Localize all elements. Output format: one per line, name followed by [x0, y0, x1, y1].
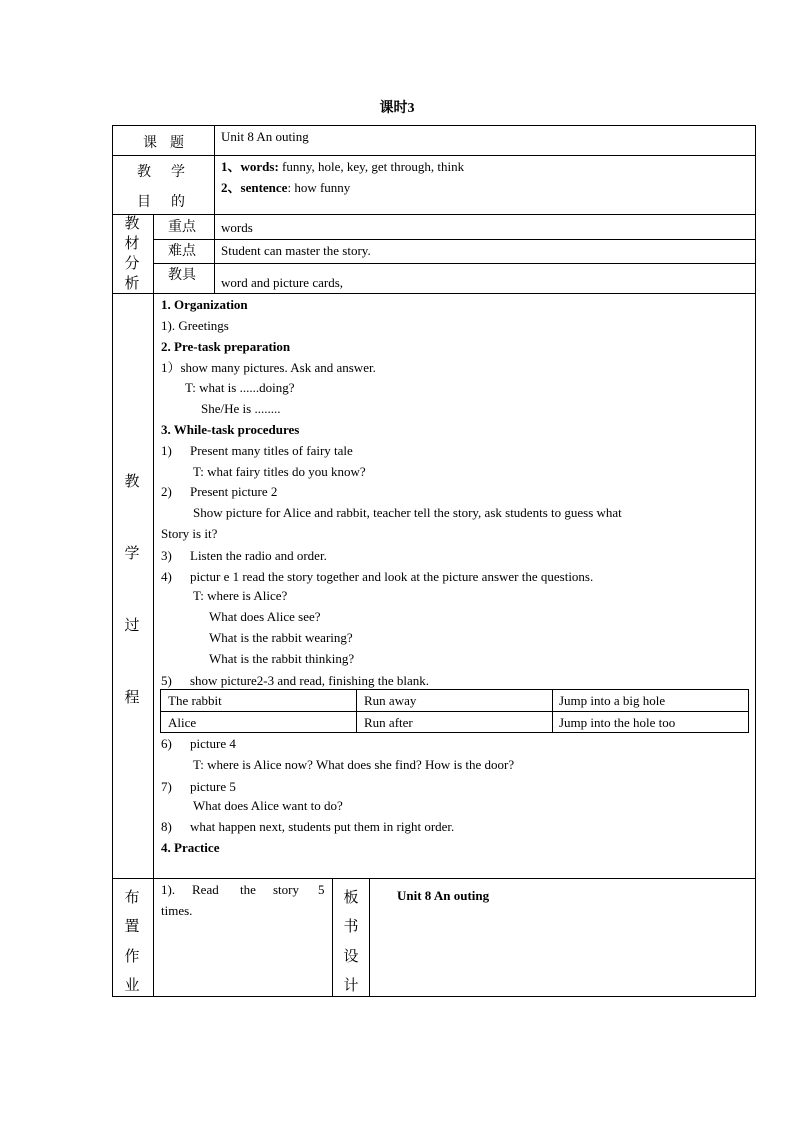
- board-vertical-4: 计: [343, 976, 359, 994]
- step-4-question-2: What does Alice see?: [209, 609, 321, 624]
- section-organization: 1. Organization: [161, 297, 248, 312]
- difficulty-value: Student can master the story.: [221, 243, 371, 258]
- course-title: Unit 8 An outing: [221, 129, 309, 144]
- board-content: Unit 8 An outing: [397, 888, 490, 903]
- table-cell: The rabbit: [168, 693, 222, 708]
- story-table-column-divider: [356, 689, 357, 733]
- homework-vertical-2: 置: [124, 917, 140, 935]
- table-cell: Alice: [168, 715, 197, 730]
- sentence-number: 2、: [221, 180, 241, 195]
- board-vertical-1: 板: [343, 888, 359, 906]
- step-4-question-1: T: where is Alice?: [193, 588, 288, 603]
- process-vertical-1: 教: [124, 472, 140, 490]
- homework-vertical-4: 业: [124, 976, 140, 994]
- words-number: 1、: [221, 159, 241, 174]
- sentence-key: sentence: [240, 180, 288, 195]
- table-cell: Run after: [364, 715, 413, 730]
- step-4-number: 4): [161, 569, 172, 584]
- section-practice: 4. Practice: [161, 840, 220, 855]
- step-7: picture 5: [190, 779, 236, 794]
- objective-label-3: 目: [137, 194, 151, 210]
- page-title: 课时3: [379, 101, 415, 116]
- step-8-number: 8): [161, 819, 172, 834]
- homework-vertical-1: 布: [124, 888, 140, 906]
- row-divider: [112, 293, 756, 294]
- pretask-step-1: 1）show many pictures. Ask and answer.: [161, 360, 376, 375]
- process-vertical-3: 过: [124, 616, 140, 634]
- objective-words: [221, 158, 464, 176]
- step-1: Present many titles of fairy tale: [190, 443, 353, 458]
- step-7-number: 7): [161, 779, 172, 794]
- objective-label-2: 学: [171, 164, 185, 180]
- process-vertical-2: 学: [124, 544, 140, 562]
- step-4: pictur e 1 read the story together and look at the picture answer the questions.: [190, 569, 594, 584]
- key-point-value: words: [221, 220, 253, 235]
- column-divider: [153, 214, 154, 997]
- step-1-number: 1): [161, 443, 172, 458]
- process-vertical-4: 程: [124, 688, 140, 706]
- objective-sentence: [221, 179, 350, 197]
- step-6: picture 4: [190, 736, 236, 751]
- homework-vertical-3: 作: [124, 947, 140, 965]
- row-divider: [112, 214, 756, 215]
- step-6-questions: T: where is Alice now? What does she find? How is the door?: [193, 757, 515, 772]
- table-cell: Jump into the hole too: [559, 715, 676, 730]
- section-whiletask: 3. While-task procedures: [161, 422, 300, 437]
- row-divider: [112, 155, 756, 156]
- homework-word: 5: [318, 882, 325, 897]
- homework-line-2: times.: [161, 903, 193, 918]
- step-8: what happen next, students put them in right order.: [190, 819, 455, 834]
- pretask-teacher-question: T: what is ......doing?: [185, 380, 295, 395]
- homework-word: 1).: [161, 882, 176, 897]
- column-divider: [369, 878, 370, 997]
- difficulty-label: 难点: [168, 243, 196, 259]
- board-vertical-2: 书: [343, 917, 359, 935]
- story-table-column-divider: [552, 689, 553, 733]
- column-divider: [214, 125, 215, 293]
- row-divider: [153, 263, 756, 264]
- words-key: words:: [240, 159, 279, 174]
- teaching-aids-label: 教具: [168, 267, 196, 283]
- step-7-question: What does Alice want to do?: [193, 798, 343, 813]
- step-5: show picture2-3 and read, finishing the blank.: [190, 673, 429, 688]
- pretask-answer: She/He is ........: [201, 401, 281, 416]
- step-3-number: 3): [161, 548, 172, 563]
- sentence-value: : how funny: [287, 180, 351, 195]
- step-1-teacher-question: T: what fairy titles do you know?: [193, 464, 366, 479]
- step-3: Listen the radio and order.: [190, 548, 327, 563]
- board-vertical-3: 设: [343, 947, 359, 965]
- step-5-number: 5): [161, 673, 172, 688]
- step-2-description: Show picture for Alice and rabbit, teacher tell the story, ask students to guess what: [193, 505, 622, 520]
- course-label-2: 题: [170, 135, 184, 151]
- analysis-vertical-1: 教: [124, 214, 140, 232]
- greetings: 1). Greetings: [161, 318, 229, 333]
- column-divider: [332, 878, 333, 997]
- key-point-label: 重点: [168, 219, 196, 235]
- analysis-vertical-4: 析: [124, 274, 140, 292]
- step-2-description-cont: Story is it?: [161, 526, 218, 541]
- homework-word: story: [273, 882, 299, 897]
- objective-label-1: 教: [137, 164, 151, 180]
- row-divider: [112, 878, 756, 879]
- step-6-number: 6): [161, 736, 172, 751]
- row-divider: [153, 239, 756, 240]
- analysis-vertical-2: 材: [124, 234, 140, 252]
- step-2: Present picture 2: [190, 484, 278, 499]
- homework-word: the: [240, 882, 256, 897]
- words-value: funny, hole, key, get through, think: [278, 159, 465, 174]
- step-4-question-3: What is the rabbit wearing?: [209, 630, 353, 645]
- table-cell: Run away: [364, 693, 417, 708]
- analysis-vertical-3: 分: [124, 254, 140, 272]
- teaching-aids-value: word and picture cards,: [221, 275, 344, 290]
- course-label-1: 课: [143, 135, 157, 151]
- step-2-number: 2): [161, 484, 172, 499]
- step-4-question-4: What is the rabbit thinking?: [209, 651, 355, 666]
- objective-label-4: 的: [171, 194, 185, 210]
- story-table-row-divider: [160, 711, 749, 712]
- table-cell: Jump into a big hole: [559, 693, 666, 708]
- homework-word: Read: [192, 882, 219, 897]
- section-pretask: 2. Pre-task preparation: [161, 339, 291, 354]
